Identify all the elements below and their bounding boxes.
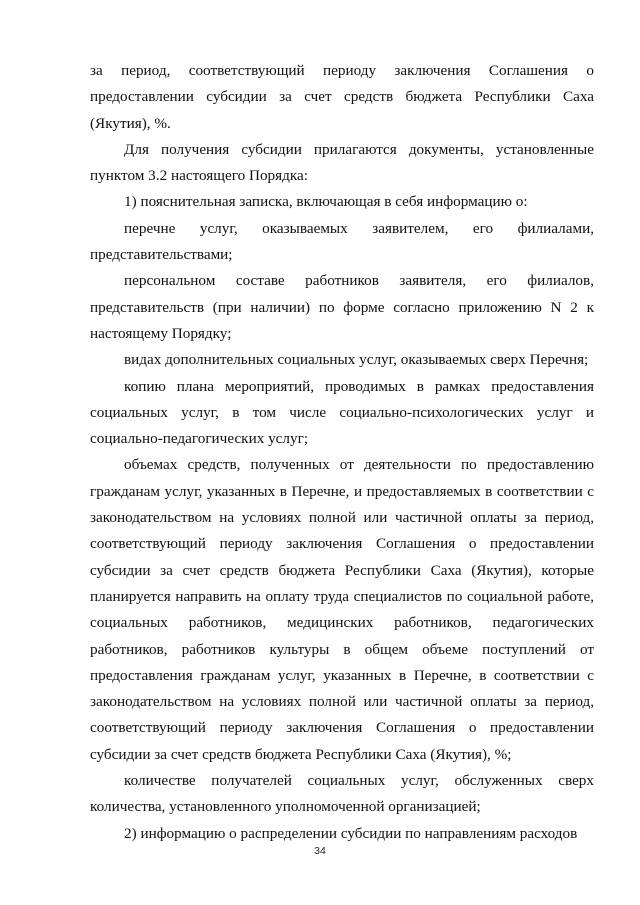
paragraph-item-1: 1) пояснительная записка, включающая в себя информацию о: <box>124 193 528 211</box>
page-number: 34 <box>314 845 326 857</box>
paragraph-recipients-count: количестве получателей социальных услуг, обслуженных сверх количества, установленного уполномоченной организацией; <box>90 772 594 816</box>
paragraph-additional-services: видах дополнительных социальных услуг, оказываемых сверх Перечня; <box>124 351 589 369</box>
paragraph-staff-composition: персональном составе работников заявителя, его филиалов, представительств (при наличии) по форме согласно приложению N 2 к настоящему Порядку; <box>90 272 594 342</box>
paragraph-item-2: 2) информацию о распределении субсидии по направлениям расходов <box>124 824 578 842</box>
paragraph-funding-volumes: объемах средств, полученных от деятельности по предоставлению гражданам услуг, указанных в Перечне, и предоставляемых в соответствии с законодательством на условиях полной или частичной оплаты за период, соответствующий периоду заключения Соглашения о предоставлении субсидии за счет средств бюджета Республики Саха (Якутия), которые планируется направить на оплату труда специалистов по социальной работе, социальных работников, медицинских работников, педагогических работников, работников культуры в общем объеме поступлений от предоставления гражданам услуг, указанных в Перечне, в соответствии с законодательством на условиях полной или частичной оплаты за период, соответствующий периоду заключения Соглашения о предоставлении субсидии за счет средств бюджета Республики Саха (Якутия), %; <box>90 456 594 763</box>
paragraph-activity-plan: копию плана мероприятий, проводимых в рамках предоставления социальных услуг, в том числе социально-психологических услуг и социально-педагогических услуг; <box>90 377 594 448</box>
paragraph-documents-intro: Для получения субсидии прилагаются документы, установленные пунктом 3.2 настоящего Порядка: <box>90 140 594 185</box>
paragraph-continuation: за период, соответствующий периоду заключения Соглашения о предоставлении субсидии за счет средств бюджета Республики Саха (Якутия), %. <box>90 62 594 132</box>
document-page-body <box>90 58 594 847</box>
paragraph-services-list: перечне услуг, оказываемых заявителем, его филиалами, представительствами; <box>90 219 594 264</box>
